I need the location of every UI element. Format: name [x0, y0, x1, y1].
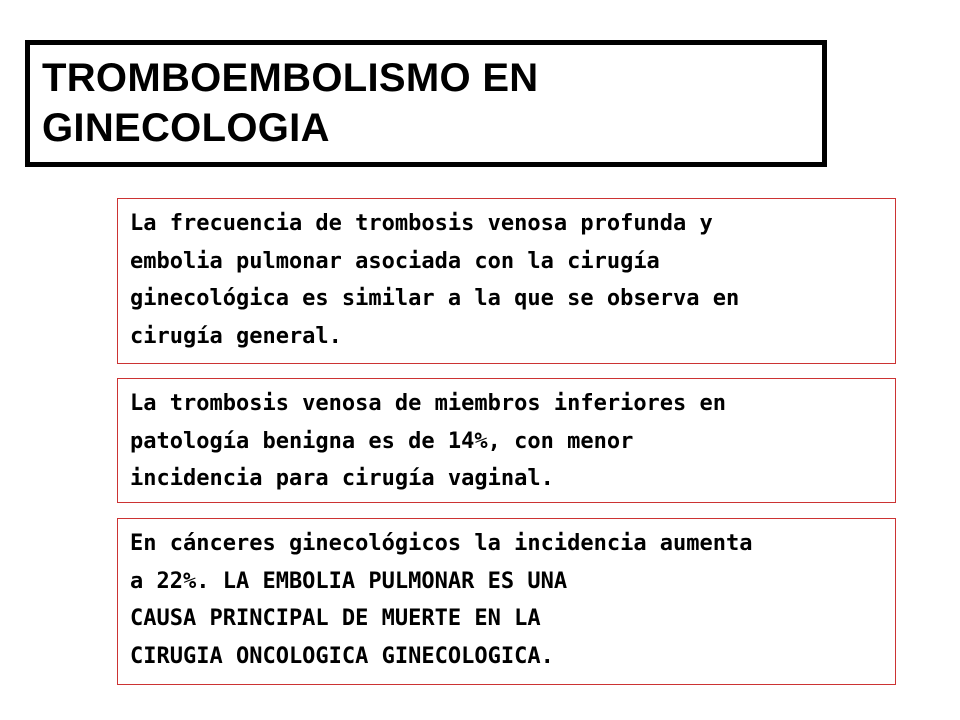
text-line: En cánceres ginecológicos la incidencia aumenta	[130, 531, 753, 556]
slide-title-line-1: TROMBOEMBOLISMO EN	[42, 56, 539, 100]
text-line: cirugía general.	[130, 323, 342, 349]
slide-title	[42, 53, 822, 153]
text-box-frequency-paragraph	[130, 205, 895, 355]
slide-title-line-2: GINECOLOGIA	[42, 106, 330, 150]
text-line: ginecológica es similar a la que se observa en	[130, 286, 740, 311]
text-box-benign-pathology-paragraph	[130, 385, 895, 498]
text-line: embolia pulmonar asociada con la cirugía	[130, 248, 660, 274]
text-line: CIRUGIA ONCOLOGICA GINECOLOGICA.	[130, 643, 554, 669]
text-box-cancer	[117, 518, 896, 685]
text-box-frequency	[117, 198, 896, 364]
text-line: La trombosis venosa de miembros inferiores en	[130, 391, 727, 416]
text-line: a 22%. LA EMBOLIA PULMONAR ES UNA	[130, 568, 568, 594]
text-box-cancer-paragraph	[130, 525, 895, 675]
text-line: incidencia para cirugía vaginal.	[130, 466, 554, 491]
text-line: La frecuencia de trombosis venosa profunda y	[130, 211, 713, 236]
slide-title-box	[25, 40, 827, 167]
text-box-benign-pathology	[117, 378, 896, 503]
text-line: patología benigna es de 14%, con menor	[130, 428, 634, 454]
text-line: CAUSA PRINCIPAL DE MUERTE EN LA	[130, 606, 541, 631]
